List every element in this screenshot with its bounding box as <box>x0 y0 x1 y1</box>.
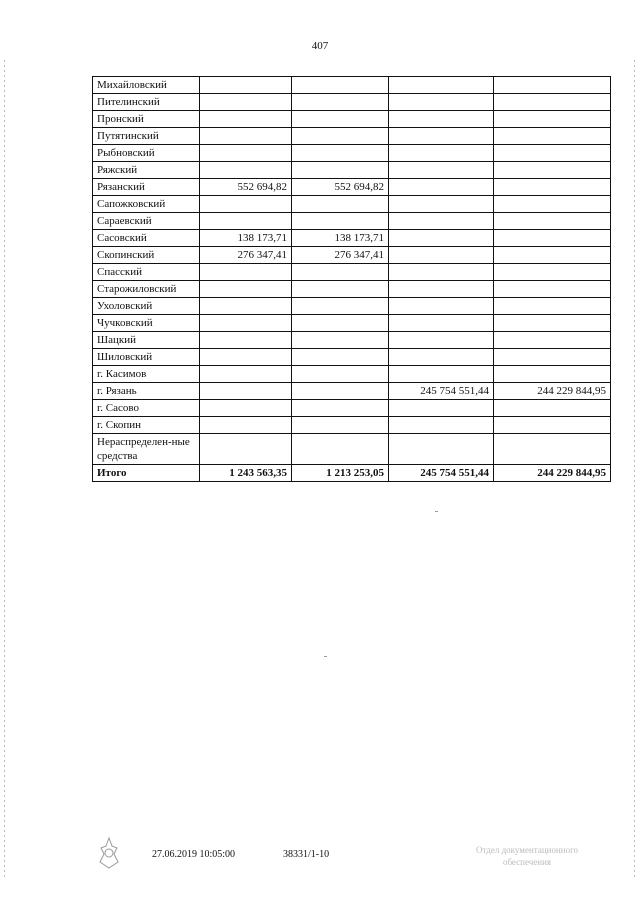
table-row <box>93 417 611 434</box>
table-row <box>93 281 611 298</box>
table-row <box>93 298 611 315</box>
amount-cell: 138 173,71 <box>200 230 292 247</box>
table-row <box>93 383 611 400</box>
table-row <box>93 349 611 366</box>
amount-cell <box>292 315 389 332</box>
amount-cell <box>389 298 494 315</box>
district-name: г. Скопин <box>93 417 200 434</box>
amount-cell <box>494 230 611 247</box>
amount-cell <box>292 349 389 366</box>
amount-cell <box>292 298 389 315</box>
amount-cell <box>494 213 611 230</box>
amount-cell <box>494 417 611 434</box>
amount-cell <box>389 434 494 465</box>
amount-cell <box>494 298 611 315</box>
amount-cell <box>200 128 292 145</box>
district-name: Сасовский <box>93 230 200 247</box>
district-name: г. Рязань <box>93 383 200 400</box>
registration-stamp <box>452 844 602 868</box>
amount-cell <box>292 162 389 179</box>
table-row <box>93 315 611 332</box>
amount-cell <box>200 434 292 465</box>
district-name: Пителинский <box>93 94 200 111</box>
table-row <box>93 213 611 230</box>
amount-cell <box>292 434 389 465</box>
amount-cell <box>494 179 611 196</box>
table-row <box>93 264 611 281</box>
amount-cell <box>200 298 292 315</box>
amount-cell <box>389 128 494 145</box>
table-row <box>93 128 611 145</box>
amount-cell <box>292 196 389 213</box>
amount-cell <box>200 94 292 111</box>
table-row <box>93 77 611 94</box>
amount-cell: 245 754 551,44 <box>389 383 494 400</box>
table-row <box>93 94 611 111</box>
amount-cell <box>200 162 292 179</box>
amount-cell <box>200 332 292 349</box>
amount-cell <box>200 145 292 162</box>
amount-cell <box>292 128 389 145</box>
amount-cell: 276 347,41 <box>200 247 292 264</box>
amount-cell <box>389 332 494 349</box>
amount-cell <box>292 281 389 298</box>
budget-table <box>92 76 611 482</box>
amount-cell <box>494 281 611 298</box>
amount-cell <box>494 77 611 94</box>
amount-cell <box>494 332 611 349</box>
amount-cell <box>389 349 494 366</box>
amount-cell <box>494 145 611 162</box>
amount-cell <box>292 94 389 111</box>
amount-cell <box>389 162 494 179</box>
district-name: Ряжский <box>93 162 200 179</box>
amount-cell <box>292 332 389 349</box>
amount-cell: 1 243 563,35 <box>200 465 292 482</box>
amount-cell <box>494 162 611 179</box>
amount-cell <box>292 383 389 400</box>
footer-doc-number: 38331/1-10 <box>283 849 330 860</box>
amount-cell <box>494 366 611 383</box>
amount-cell <box>200 383 292 400</box>
district-name: Путятинский <box>93 128 200 145</box>
amount-cell <box>292 400 389 417</box>
amount-cell <box>292 417 389 434</box>
amount-cell <box>292 111 389 128</box>
table-row <box>93 196 611 213</box>
page-number: 407 <box>311 40 329 52</box>
amount-cell: 552 694,82 <box>200 179 292 196</box>
amount-cell: 138 173,71 <box>292 230 389 247</box>
amount-cell <box>292 77 389 94</box>
table-row <box>93 332 611 349</box>
amount-cell <box>200 281 292 298</box>
amount-cell <box>494 247 611 264</box>
amount-cell <box>494 111 611 128</box>
district-name: Михайловский <box>93 77 200 94</box>
amount-cell <box>200 349 292 366</box>
amount-cell <box>200 366 292 383</box>
amount-cell <box>389 111 494 128</box>
district-name: Чучковский <box>93 315 200 332</box>
amount-cell <box>389 281 494 298</box>
amount-cell <box>389 179 494 196</box>
footer-datetime: 27.06.2019 10:05:00 <box>152 849 236 860</box>
district-name: г. Касимов <box>93 366 200 383</box>
amount-cell <box>389 213 494 230</box>
table-body <box>93 77 611 482</box>
amount-cell <box>494 196 611 213</box>
table-row <box>93 162 611 179</box>
amount-cell <box>494 434 611 465</box>
amount-cell <box>200 111 292 128</box>
district-name: Спасский <box>93 264 200 281</box>
district-name: Скопинский <box>93 247 200 264</box>
table-row <box>93 434 611 465</box>
table-row <box>93 179 611 196</box>
amount-cell <box>389 94 494 111</box>
amount-cell: 552 694,82 <box>292 179 389 196</box>
amount-cell <box>389 264 494 281</box>
district-name: Пронский <box>93 111 200 128</box>
amount-cell <box>389 196 494 213</box>
amount-cell <box>389 366 494 383</box>
seal-icon <box>98 836 120 870</box>
amount-cell: 244 229 844,95 <box>494 383 611 400</box>
table-row <box>93 111 611 128</box>
district-name: г. Сасово <box>93 400 200 417</box>
amount-cell <box>292 145 389 162</box>
scan-speck <box>324 656 327 657</box>
amount-cell <box>389 230 494 247</box>
amount-cell <box>389 77 494 94</box>
total-label: Итого <box>93 465 200 482</box>
district-name: Сапожковский <box>93 196 200 213</box>
amount-cell <box>389 400 494 417</box>
stamp-line: Отдел документационного <box>475 845 579 855</box>
amount-cell <box>389 247 494 264</box>
amount-cell <box>494 94 611 111</box>
amount-cell <box>200 315 292 332</box>
amount-cell <box>389 315 494 332</box>
amount-cell <box>494 400 611 417</box>
district-name: Шиловский <box>93 349 200 366</box>
table-row <box>93 230 611 247</box>
amount-cell <box>494 349 611 366</box>
scan-edge-mark <box>4 60 5 880</box>
amount-cell <box>292 366 389 383</box>
amount-cell <box>292 264 389 281</box>
table-row <box>93 145 611 162</box>
district-name: Ухоловский <box>93 298 200 315</box>
amount-cell <box>389 417 494 434</box>
amount-cell <box>494 264 611 281</box>
amount-cell: 245 754 551,44 <box>389 465 494 482</box>
amount-cell <box>389 145 494 162</box>
amount-cell <box>494 315 611 332</box>
table-row <box>93 247 611 264</box>
scan-edge-mark <box>634 60 635 880</box>
district-name: Сараевский <box>93 213 200 230</box>
amount-cell <box>200 77 292 94</box>
amount-cell: 1 213 253,05 <box>292 465 389 482</box>
district-name: Старожиловский <box>93 281 200 298</box>
amount-cell <box>200 196 292 213</box>
district-name: Рыбновский <box>93 145 200 162</box>
table-row <box>93 400 611 417</box>
district-name: Шацкий <box>93 332 200 349</box>
district-name: Нераспределен-ные средства <box>93 434 200 465</box>
amount-cell <box>200 213 292 230</box>
amount-cell <box>292 213 389 230</box>
stamp-line: обеспечения <box>502 857 552 867</box>
scan-speck <box>435 511 438 512</box>
amount-cell <box>200 264 292 281</box>
amount-cell <box>494 128 611 145</box>
amount-cell: 276 347,41 <box>292 247 389 264</box>
table-row <box>93 366 611 383</box>
district-name: Рязанский <box>93 179 200 196</box>
total-row <box>93 465 611 482</box>
amount-cell <box>200 400 292 417</box>
amount-cell <box>200 417 292 434</box>
amount-cell: 244 229 844,95 <box>494 465 611 482</box>
